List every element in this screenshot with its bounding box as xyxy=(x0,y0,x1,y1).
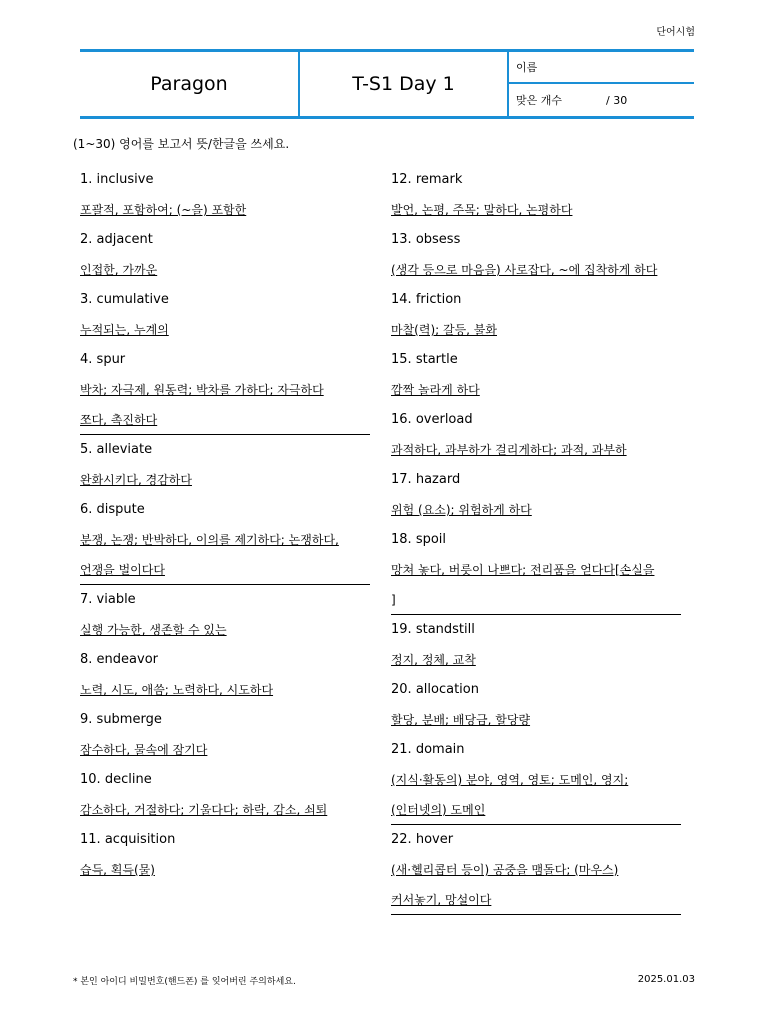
word-number: 17. xyxy=(391,472,412,487)
word-text: endeavor xyxy=(96,652,158,667)
answer-field[interactable] xyxy=(80,465,370,495)
answer-field[interactable] xyxy=(80,615,370,645)
answer-text: 감소하다, 거절하다; 기울다다; 하락, 감소, 쇠퇴 xyxy=(80,803,328,817)
answer-text: 발언, 논평, 주목; 말하다, 논평하다 xyxy=(391,203,573,217)
answer-text: 인접한, 가까운 xyxy=(80,263,158,277)
answer-line xyxy=(391,555,681,585)
score-total: / 30 xyxy=(606,93,628,107)
answer-field[interactable] xyxy=(80,195,370,225)
answer-text: (인터넷의) 도메인 xyxy=(391,803,486,817)
word-text: hazard xyxy=(415,472,461,487)
vocab-word xyxy=(80,585,370,615)
answer-field[interactable] xyxy=(80,255,370,285)
word-text: allocation xyxy=(415,682,479,697)
word-text: friction xyxy=(415,292,462,307)
word-number: 7. xyxy=(80,592,93,607)
answer-line xyxy=(391,315,681,345)
name-label: 이름 xyxy=(516,61,538,74)
answer-line xyxy=(80,615,370,645)
word-text: domain xyxy=(415,742,465,757)
answer-line xyxy=(80,555,370,585)
word-text: acquisition xyxy=(104,832,176,847)
word-text: submerge xyxy=(96,712,162,727)
word-text: hover xyxy=(415,832,454,847)
answer-text: 분쟁, 논쟁; 반박하다, 이의를 제기하다; 논쟁하다, xyxy=(80,533,339,547)
word-number: 18. xyxy=(391,532,412,547)
vocab-word xyxy=(80,645,370,675)
vocab-word xyxy=(391,825,681,855)
answer-line xyxy=(391,495,681,525)
answer-field[interactable] xyxy=(391,855,681,915)
vocab-word xyxy=(80,765,370,795)
answer-text: 쪼다, 촉진하다 xyxy=(80,413,158,427)
answer-field[interactable] xyxy=(391,375,681,405)
answer-field[interactable] xyxy=(80,675,370,705)
word-text: obsess xyxy=(415,232,461,247)
answer-field[interactable] xyxy=(391,315,681,345)
word-number: 5. xyxy=(80,442,93,457)
vocab-word xyxy=(391,615,681,645)
answer-line xyxy=(80,405,370,435)
brand-name: Paragon xyxy=(80,52,300,116)
answer-line xyxy=(80,855,370,885)
vocab-word xyxy=(391,525,681,555)
word-text: startle xyxy=(415,352,458,367)
word-text: standstill xyxy=(415,622,475,637)
answer-text: 포괄적, 포함하여; (~을) 포함한 xyxy=(80,203,247,217)
answer-line xyxy=(391,195,681,225)
test-type-label: 단어시험 xyxy=(656,27,695,38)
answer-field[interactable] xyxy=(391,555,681,615)
answer-text: 노력, 시도, 애씀; 노력하다, 시도하다 xyxy=(80,683,274,697)
word-text: alleviate xyxy=(96,442,153,457)
word-number: 21. xyxy=(391,742,412,757)
word-number: 9. xyxy=(80,712,93,727)
answer-field[interactable] xyxy=(391,645,681,675)
vocab-word xyxy=(80,825,370,855)
vocab-word xyxy=(391,165,681,195)
answer-line xyxy=(80,375,370,405)
vocab-word xyxy=(80,345,370,375)
answer-text: 잠수하다, 물속에 잠기다 xyxy=(80,743,208,757)
word-text: adjacent xyxy=(96,232,153,247)
answer-field[interactable] xyxy=(80,375,370,435)
answer-field[interactable] xyxy=(391,435,681,465)
word-number: 6. xyxy=(80,502,93,517)
word-number: 2. xyxy=(80,232,93,247)
instruction-text: (1~30) 영어를 보고서 뜻/한글을 쓰세요. xyxy=(73,137,290,151)
answer-text: 마찰(력); 갈등, 불화 xyxy=(391,323,497,337)
vocab-word xyxy=(391,285,681,315)
answer-text: 정지, 정체, 교착 xyxy=(391,653,476,667)
answer-text: 할당, 분배; 배당금, 할당량 xyxy=(391,713,531,727)
answer-field[interactable] xyxy=(80,795,370,825)
student-info xyxy=(509,52,694,116)
vocab-word xyxy=(80,165,370,195)
answer-field[interactable] xyxy=(391,765,681,825)
answer-text: 커서놓기, 망설이다 xyxy=(391,893,492,907)
answer-field[interactable] xyxy=(391,195,681,225)
name-row[interactable] xyxy=(509,52,694,84)
answer-field[interactable] xyxy=(80,315,370,345)
vocab-word xyxy=(391,735,681,765)
score-label: 맞은 개수 xyxy=(516,94,563,107)
answer-text: 과적하다, 과부하가 걸리게하다; 과적, 과부하 xyxy=(391,443,627,457)
answer-line xyxy=(80,675,370,705)
word-number: 13. xyxy=(391,232,412,247)
answer-field[interactable] xyxy=(80,855,370,885)
word-number: 19. xyxy=(391,622,412,637)
vocab-word xyxy=(80,435,370,465)
answer-text: 위험 (요소); 위험하게 하다 xyxy=(391,503,532,517)
score-row[interactable] xyxy=(509,84,694,116)
word-text: remark xyxy=(415,172,463,187)
word-number: 10. xyxy=(80,772,101,787)
word-number: 22. xyxy=(391,832,412,847)
footer-date: 2025.01.03 xyxy=(637,974,695,985)
word-number: 3. xyxy=(80,292,93,307)
vocab-word xyxy=(391,405,681,435)
answer-text: (새·헬리콥터 등이) 공중을 맴돌다; (마우스) xyxy=(391,863,619,877)
answer-line xyxy=(391,885,681,915)
word-text: spur xyxy=(96,352,126,367)
answer-line xyxy=(80,465,370,495)
vocab-word xyxy=(391,345,681,375)
answer-line xyxy=(80,795,370,825)
answer-line xyxy=(80,315,370,345)
right-column xyxy=(391,165,681,915)
vocab-word xyxy=(80,285,370,315)
vocab-word xyxy=(80,225,370,255)
answer-line xyxy=(391,855,681,885)
vocab-word xyxy=(391,225,681,255)
footer-note: * 본인 아이디 비밀번호(핸드폰) 를 잊어버린 주의하세요. xyxy=(73,977,296,987)
answer-line xyxy=(80,255,370,285)
answer-text: 망쳐 놓다, 버릇이 나쁘다; 전리품을 얻다다[손실을 xyxy=(391,563,655,577)
answer-line xyxy=(391,765,681,795)
answer-line xyxy=(391,705,681,735)
answer-text: 실행 가능한, 생존할 수 있는 xyxy=(80,623,227,637)
answer-line xyxy=(391,795,681,825)
answer-line xyxy=(391,645,681,675)
answer-text: 박차; 자극제, 원동력; 박차를 가하다; 자극하다 xyxy=(80,383,324,397)
answer-field[interactable] xyxy=(391,255,681,285)
vocab-word xyxy=(391,675,681,705)
word-text: cumulative xyxy=(96,292,169,307)
answer-field[interactable] xyxy=(391,495,681,525)
answer-field[interactable] xyxy=(80,735,370,765)
answer-text: (생각 등으로 마음을) 사로잡다, ~에 집착하게 하다 xyxy=(391,263,658,277)
word-number: 1. xyxy=(80,172,93,187)
answer-line xyxy=(80,735,370,765)
word-number: 11. xyxy=(80,832,101,847)
word-number: 12. xyxy=(391,172,412,187)
word-number: 4. xyxy=(80,352,93,367)
answer-line xyxy=(391,585,681,615)
answer-line xyxy=(80,195,370,225)
answer-text: 누적되는, 누계의 xyxy=(80,323,169,337)
word-text: dispute xyxy=(96,502,145,517)
word-number: 15. xyxy=(391,352,412,367)
answer-text: ] xyxy=(391,593,396,607)
vocab-word xyxy=(80,495,370,525)
vocab-word xyxy=(80,705,370,735)
header-table xyxy=(80,49,694,119)
answer-text: (지식·활동의) 분야, 영역, 영토; 도메인, 영지; xyxy=(391,773,629,787)
answer-field[interactable] xyxy=(80,525,370,585)
vocab-word xyxy=(391,465,681,495)
left-column xyxy=(80,165,370,885)
answer-field[interactable] xyxy=(391,705,681,735)
answer-text: 완화시키다, 경감하다 xyxy=(80,473,192,487)
answer-line xyxy=(391,435,681,465)
answer-text: 깜짝 놀라게 하다 xyxy=(391,383,480,397)
word-number: 8. xyxy=(80,652,93,667)
answer-text: 언쟁을 벌이다다 xyxy=(80,563,165,577)
word-number: 20. xyxy=(391,682,412,697)
word-text: overload xyxy=(415,412,473,427)
answer-line xyxy=(391,375,681,405)
answer-line xyxy=(391,255,681,285)
word-text: viable xyxy=(96,592,136,607)
answer-text: 습득, 획득(물) xyxy=(80,863,155,877)
answer-line xyxy=(80,525,370,555)
word-number: 16. xyxy=(391,412,412,427)
word-text: inclusive xyxy=(96,172,154,187)
word-text: spoil xyxy=(415,532,447,547)
test-title: T-S1 Day 1 xyxy=(300,52,509,116)
word-text: decline xyxy=(104,772,152,787)
word-number: 14. xyxy=(391,292,412,307)
